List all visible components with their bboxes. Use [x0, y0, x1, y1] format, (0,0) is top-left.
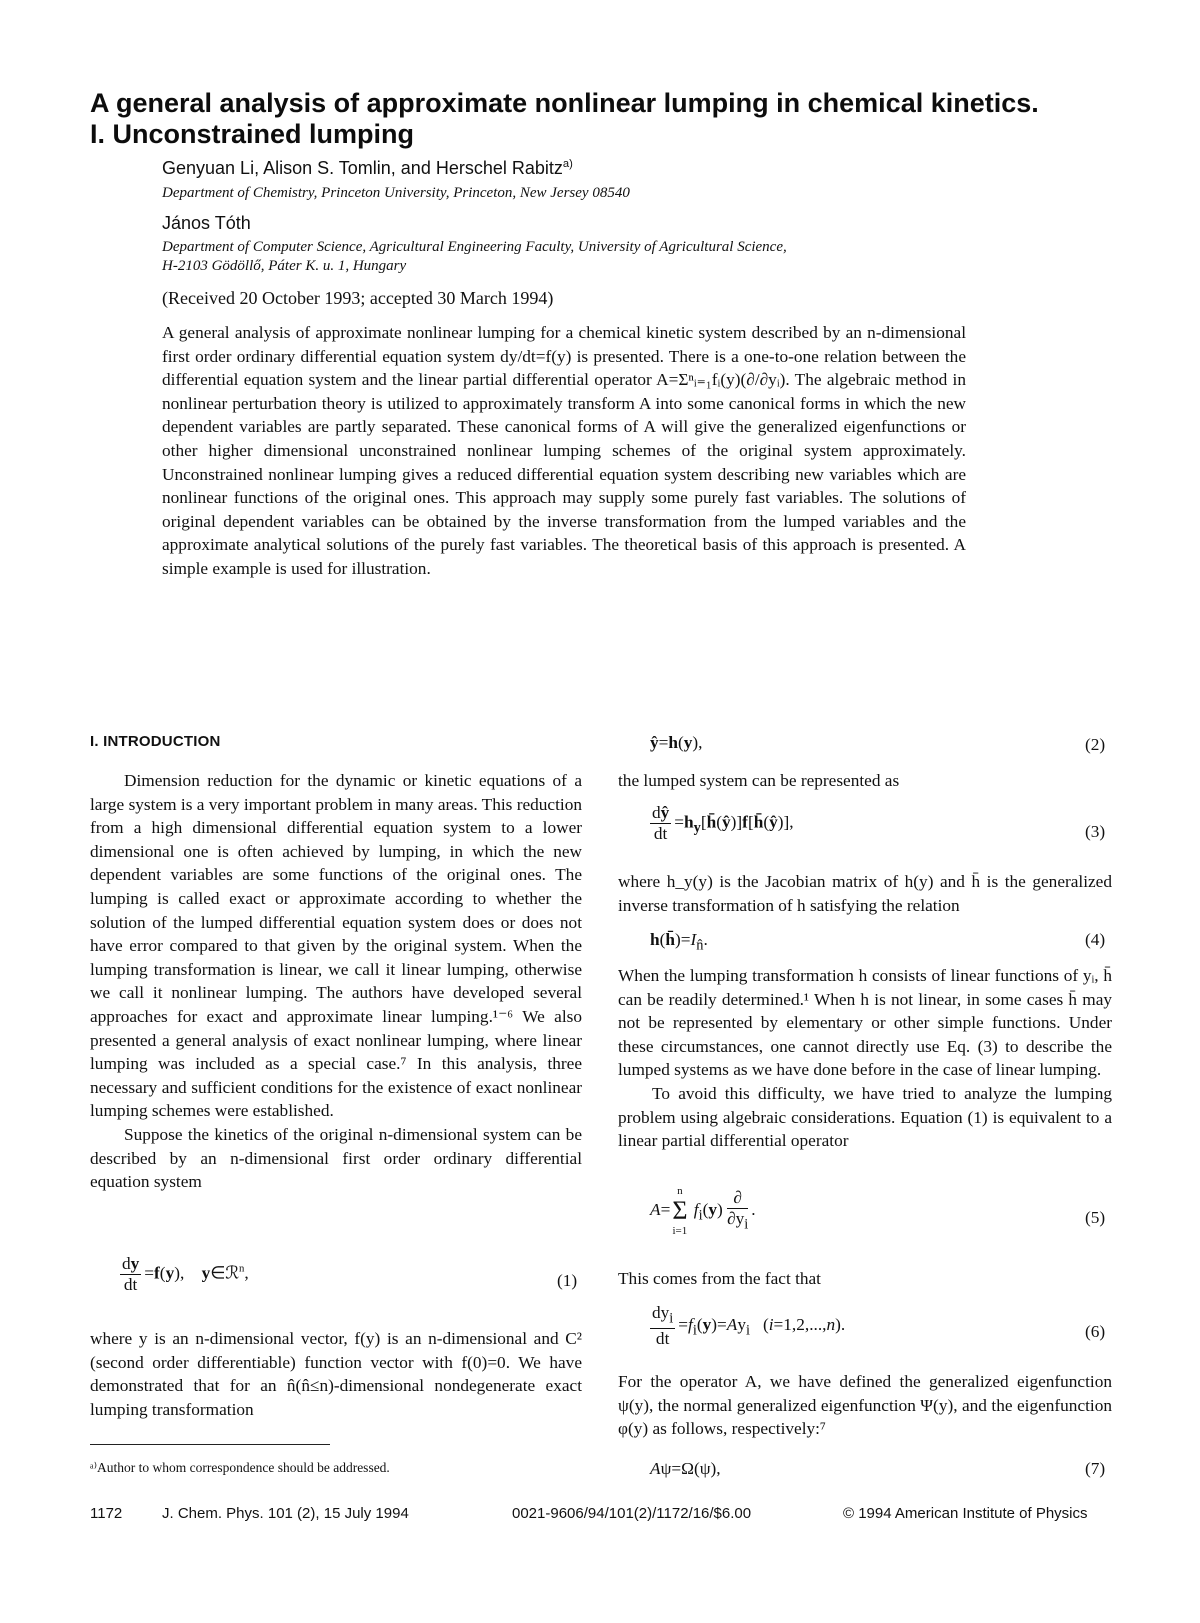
- equation-2-number: (2): [1085, 735, 1106, 754]
- equation-7-number: (7): [1085, 1459, 1106, 1478]
- intro-paragraph-2: Suppose the kinetics of the original n-dimensional system can be described by an n-dimensional first order ordinary differential equation system: [90, 1124, 582, 1192]
- intro-paragraph-1: Dimension reduction for the dynamic or kinetic equations of a large system is a very important problem in many areas. This reduction from a high dimensional differential equation system to a lower dimensional one is often achieved by lumping, in which the new dependent variables are some functions of the original ones. The lumping is called exact or approximate according to whether the solution of the lumped differential equation system does or does not have error compared to that given by the original system. When the lumping transformation is linear, we call it linear lumping, otherwise we call it nonlinear lumping. The authors have developed several approaches for exact and approximate linear lumping.¹⁻⁶ We also presented a general analysis of exact nonlinear lumping, where linear lumping was included as a special case.⁷ In this analysis, three necessary and sufficient conditions for the existence of exact nonlinear lumping schemes were established.: [90, 771, 582, 1121]
- right-text-1: the lumped system can be represented as: [618, 771, 900, 790]
- right-column-text: [618, 964, 1112, 1153]
- journal-citation: J. Chem. Phys. 101 (2), 15 July 1994: [162, 1505, 409, 1522]
- right-text-6: For the operator A, we have defined the generalized eigenfunction ψ(y), the normal generalized eigenfunction Ψ(y), and the eigenfunction φ(y) as follows, respectively:⁷: [618, 1372, 1112, 1439]
- equation-4-number: (4): [1085, 930, 1106, 949]
- equation-2: ŷ=h(y),: [650, 733, 703, 752]
- author-footnote-mark: a): [562, 158, 573, 170]
- affiliation-1: Department of Chemistry, Princeton University, Princeton, New Jersey 08540: [162, 185, 630, 201]
- equation-6-number: (6): [1085, 1322, 1106, 1341]
- equation-3-number: (3): [1085, 822, 1106, 841]
- footnote: ᵃ⁾Author to whom correspondence should be addressed.: [90, 1460, 390, 1475]
- title-line-1: A general analysis of approximate nonlinear lumping in chemical kinetics.: [90, 88, 1039, 118]
- title-line-2: I. Unconstrained lumping: [90, 119, 415, 149]
- footnote-divider: [90, 1444, 330, 1445]
- abstract: A general analysis of approximate nonlinear lumping for a chemical kinetic system described by an n-dimensional first order ordinary differential equation system dy/dt=f(y) is presented. There is a one-to-one relation between the differential equation system and the linear partial differential operator A=Σⁿᵢ₌₁fᵢ(y)(∂/∂yᵢ). The algebraic method in nonlinear perturbation theory is utilized to approximately transform A into some canonical forms in which the new dependent variables are partly separated. These canonical forms of A will give the generalized eigenfunctions or other higher dimensional unconstrained nonlinear lumping schemes of the original system approximately. Unconstrained nonlinear lumping gives a reduced differential equation system describing new variables which are nonlinear functions of the original ones. This approach may supply some purely fast variables. The solutions of original dependent variables can be obtained by the inverse transformation from the lumped variables and the approximate analytical solutions of the purely fast variables. The theoretical basis of this approach is presented. A simple example is used for illustration.: [162, 323, 966, 578]
- copyright: © 1994 American Institute of Physics: [843, 1505, 1088, 1522]
- equation-5: A= n Σ i=1 $f_i(y)$ $\frac{\partial}{\partial y_i}$ .: [650, 1185, 756, 1237]
- article-code: 0021-9606/94/101(2)/1172/16/$6.00: [512, 1505, 752, 1522]
- author-list-2: János Tóth: [162, 213, 251, 233]
- equation-1: $\frac{dy}{dt}$ =f(y), y∈ℛ$^n$,: [122, 1254, 249, 1294]
- page-number: 1172: [90, 1505, 123, 1522]
- right-text-2: where h_y(y) is the Jacobian matrix of h(y) and h̄ is the generalized inverse transformation of h satisfying the relation: [618, 872, 1112, 915]
- right-text-4: To avoid this difficulty, we have tried to analyze the lumping problem using algebraic considerations. Equation (1) is equivalent to a linear partial differential operator: [618, 1083, 1112, 1151]
- paper-title: [90, 88, 1140, 150]
- section-heading-introduction: I. INTRODUCTION: [90, 733, 221, 750]
- equation-4: $h(h̄)=I_{n̂}$.: [650, 930, 708, 954]
- equation-7: Aψ=Ω(ψ),: [650, 1459, 721, 1478]
- right-text-5: This comes from the fact that: [618, 1269, 821, 1288]
- intro-paragraph-3: where y is an n-dimensional vector, f(y) is an n-dimensional and C² (second order differentiable) function vector with f(0)=0. We have demonstrated that for an n̂(n̂≤n)-dimensional nondegenerate exact lumping transformation: [90, 1329, 582, 1419]
- author-list-1: Genyuan Li, Alison S. Tomlin, and Herschel Rabitz$^{a)}$: [162, 158, 573, 178]
- affiliation-2: Department of Computer Science, Agricultural Engineering Faculty, University of Agricultural Science, H-2103 Gödöllő, Páter K. u. 1, Hungary: [162, 239, 787, 274]
- intro-left-column: [90, 769, 582, 1194]
- equation-1-number: (1): [557, 1271, 578, 1290]
- equation-6: $\frac{dy_i}{dt}$ $=f_i(y)=Ay_i$ (i=1,2,...,n).: [652, 1303, 846, 1349]
- equation-5-number: (5): [1085, 1208, 1106, 1227]
- equation-3: $\frac{dŷ}{dt}$ $=h_y[h̄(ŷ)]f[h̄(ŷ)]$,: [652, 803, 794, 843]
- received-dates: (Received 20 October 1993; accepted 30 March 1994): [162, 288, 554, 308]
- right-text-3: When the lumping transformation h consists of linear functions of yᵢ, h̄ can be readily determined.¹ When h is not linear, in some cases h̄ may not be represented by elementary or other simple functions. Under these circumstances, one cannot directly use Eq. (3) to describe the lumped systems as we have done before in the case of linear lumping.: [618, 966, 1112, 1080]
